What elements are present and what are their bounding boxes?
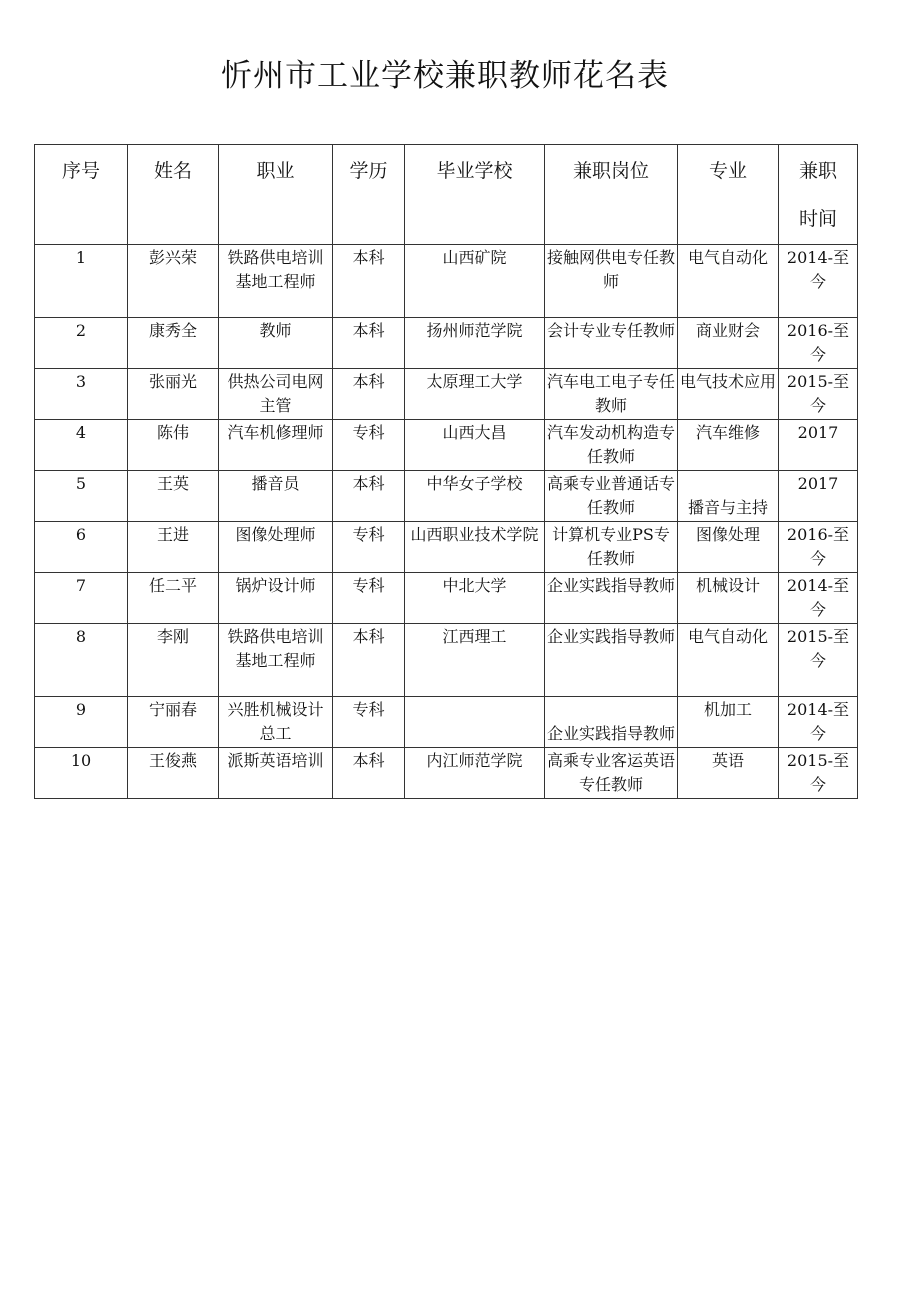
time-cell: 2014-至今 [779,697,858,748]
name-cell: 张丽光 [128,369,219,420]
education-cell: 本科 [333,748,405,799]
school-cell: 内江师范学院 [405,748,545,799]
row-index: 8 [35,624,128,697]
post-cell: 企业实践指导教师 [545,573,678,624]
job-cell: 播音员 [219,471,333,522]
header-cell: 职业 [219,145,333,245]
education-cell: 专科 [333,697,405,748]
teacher-roster-table [34,144,858,799]
post-cell: 会计专业专任教师 [545,318,678,369]
name-cell: 李刚 [128,624,219,697]
school-cell: 中华女子学校 [405,471,545,522]
header-cell: 兼职 时间 [779,145,858,245]
header-cell: 序号 [35,145,128,245]
job-cell: 铁路供电培训基地工程师 [219,624,333,697]
header-cell: 学历 [333,145,405,245]
major-cell: 机加工 [678,697,779,748]
education-cell: 本科 [333,369,405,420]
major-cell: 电气自动化 [678,624,779,697]
education-cell: 本科 [333,624,405,697]
name-cell: 王英 [128,471,219,522]
school-cell: 中北大学 [405,573,545,624]
post-cell: 企业实践指导教师 [545,624,678,697]
header-cell: 毕业学校 [405,145,545,245]
name-cell: 宁丽春 [128,697,219,748]
major-cell: 电气技术应用 [678,369,779,420]
job-cell: 教师 [219,318,333,369]
job-cell: 供热公司电网主管 [219,369,333,420]
major-cell: 播音与主持 [678,471,779,522]
row-index: 7 [35,573,128,624]
job-cell: 兴胜机械设计总工 [219,697,333,748]
name-cell: 王进 [128,522,219,573]
time-cell: 2015-至今 [779,369,858,420]
major-cell: 商业财会 [678,318,779,369]
time-cell: 2014-至今 [779,245,858,318]
school-cell: 山西职业技术学院 [405,522,545,573]
post-cell: 汽车发动机构造专任教师 [545,420,678,471]
table-header-row [35,145,858,245]
school-cell: 太原理工大学 [405,369,545,420]
row-index: 9 [35,697,128,748]
table-row [35,245,858,318]
header-cell: 姓名 [128,145,219,245]
row-index: 2 [35,318,128,369]
row-index: 4 [35,420,128,471]
major-cell: 英语 [678,748,779,799]
time-cell: 2015-至今 [779,748,858,799]
name-cell: 任二平 [128,573,219,624]
name-cell: 王俊燕 [128,748,219,799]
post-cell: 高乘专业普通话专任教师 [545,471,678,522]
row-index: 3 [35,369,128,420]
row-index: 5 [35,471,128,522]
post-cell: 汽车电工电子专任教师 [545,369,678,420]
row-index: 10 [35,748,128,799]
time-cell: 2014-至今 [779,573,858,624]
post-cell: 企业实践指导教师 [545,697,678,748]
education-cell: 专科 [333,522,405,573]
table-row [35,471,858,522]
page-title: 忻州市工业学校兼职教师花名表 [221,58,669,94]
table-row [35,573,858,624]
education-cell: 本科 [333,318,405,369]
table-row [35,522,858,573]
table-row [35,420,858,471]
time-cell: 2016-至今 [779,522,858,573]
table-row [35,369,858,420]
job-cell: 图像处理师 [219,522,333,573]
school-cell [405,697,545,748]
job-cell: 锅炉设计师 [219,573,333,624]
table-row [35,318,858,369]
major-cell: 图像处理 [678,522,779,573]
name-cell: 彭兴荣 [128,245,219,318]
education-cell: 专科 [333,420,405,471]
row-index: 6 [35,522,128,573]
education-cell: 本科 [333,471,405,522]
name-cell: 康秀全 [128,318,219,369]
table-row [35,697,858,748]
name-cell: 陈伟 [128,420,219,471]
table-row [35,624,858,697]
time-cell: 2015-至今 [779,624,858,697]
school-cell: 山西大昌 [405,420,545,471]
post-cell: 接触网供电专任教师 [545,245,678,318]
row-index: 1 [35,245,128,318]
job-cell: 汽车机修理师 [219,420,333,471]
time-cell: 2017 [779,420,858,471]
job-cell: 铁路供电培训基地工程师 [219,245,333,318]
major-cell: 电气自动化 [678,245,779,318]
education-cell: 本科 [333,245,405,318]
school-cell: 山西矿院 [405,245,545,318]
time-cell: 2016-至今 [779,318,858,369]
header-cell: 兼职岗位 [545,145,678,245]
major-cell: 机械设计 [678,573,779,624]
school-cell: 扬州师范学院 [405,318,545,369]
header-cell: 专业 [678,145,779,245]
major-cell: 汽车维修 [678,420,779,471]
post-cell: 计算机专业PS专任教师 [545,522,678,573]
school-cell: 江西理工 [405,624,545,697]
job-cell: 派斯英语培训 [219,748,333,799]
time-cell: 2017 [779,471,858,522]
post-cell: 高乘专业客运英语专任教师 [545,748,678,799]
education-cell: 专科 [333,573,405,624]
table-row [35,748,858,799]
